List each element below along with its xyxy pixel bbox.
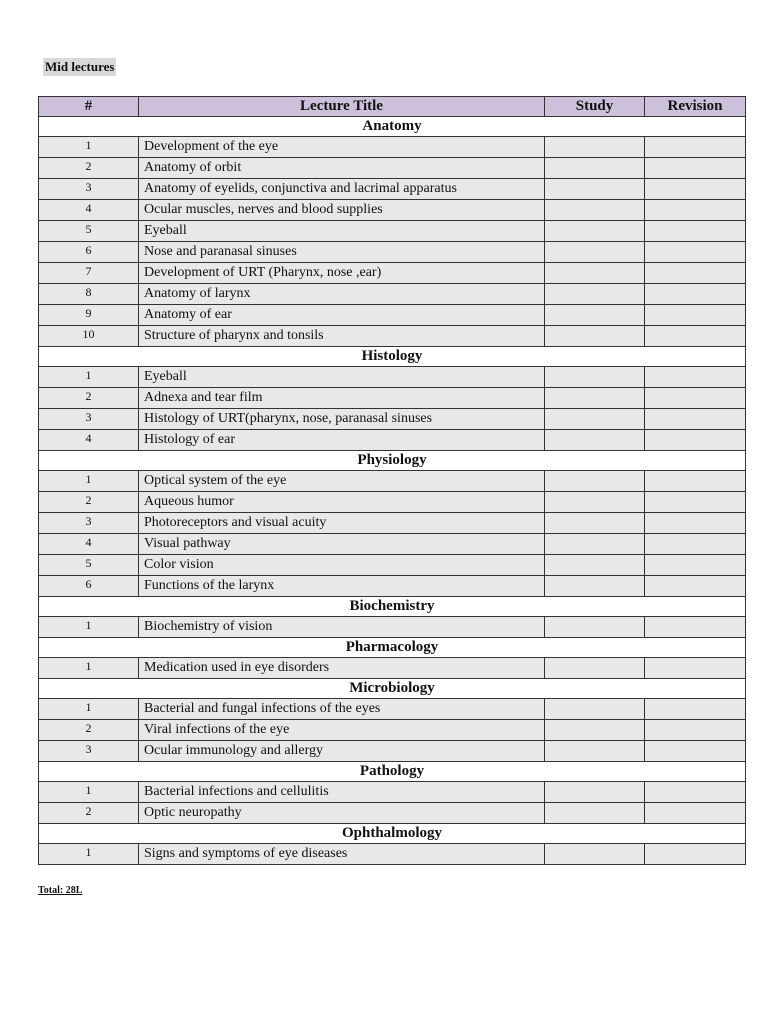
lecture-title: Viral infections of the eye: [139, 720, 545, 741]
lecture-title: Functions of the larynx: [139, 576, 545, 597]
study-cell[interactable]: [545, 200, 645, 221]
table-row: [39, 617, 746, 638]
revision-cell[interactable]: [645, 699, 746, 720]
section-title: Anatomy: [39, 117, 746, 137]
revision-cell[interactable]: [645, 471, 746, 492]
table-row: [39, 221, 746, 242]
lecture-number: 4: [39, 200, 139, 221]
lecture-title: Nose and paranasal sinuses: [139, 242, 545, 263]
table-row: [39, 576, 746, 597]
study-cell[interactable]: [545, 803, 645, 824]
study-cell[interactable]: [545, 576, 645, 597]
revision-cell[interactable]: [645, 263, 746, 284]
revision-cell[interactable]: [645, 782, 746, 803]
lecture-number: 3: [39, 179, 139, 200]
revision-cell[interactable]: [645, 720, 746, 741]
table-row: [39, 430, 746, 451]
revision-cell[interactable]: [645, 741, 746, 762]
study-cell[interactable]: [545, 263, 645, 284]
table-row: [39, 326, 746, 347]
section-row: [39, 762, 746, 782]
lecture-title: Anatomy of eyelids, conjunctiva and lacrimal apparatus: [139, 179, 545, 200]
lecture-title: Bacterial infections and cellulitis: [139, 782, 545, 803]
study-cell[interactable]: [545, 179, 645, 200]
table-row: [39, 555, 746, 576]
lecture-number: 2: [39, 720, 139, 741]
lecture-title: Histology of URT(pharynx, nose, paranasal sinuses: [139, 409, 545, 430]
lecture-number: 9: [39, 305, 139, 326]
lecture-title: Development of the eye: [139, 137, 545, 158]
lecture-number: 4: [39, 430, 139, 451]
table-row: [39, 137, 746, 158]
section-title: Histology: [39, 347, 746, 367]
section-title: Pathology: [39, 762, 746, 782]
revision-cell[interactable]: [645, 179, 746, 200]
section-row: [39, 679, 746, 699]
table-row: [39, 720, 746, 741]
lecture-number: 10: [39, 326, 139, 347]
revision-cell[interactable]: [645, 242, 746, 263]
lecture-title: Ocular muscles, nerves and blood supplies: [139, 200, 545, 221]
lecture-number: 1: [39, 782, 139, 803]
lecture-title: Development of URT (Pharynx, nose ,ear): [139, 263, 545, 284]
lecture-title: Bacterial and fungal infections of the eyes: [139, 699, 545, 720]
lecture-title: Eyeball: [139, 221, 545, 242]
study-cell[interactable]: [545, 720, 645, 741]
study-cell[interactable]: [545, 741, 645, 762]
revision-cell[interactable]: [645, 803, 746, 824]
lecture-number: 6: [39, 576, 139, 597]
lecture-title: Anatomy of ear: [139, 305, 545, 326]
study-cell[interactable]: [545, 430, 645, 451]
section-row: [39, 638, 746, 658]
revision-cell[interactable]: [645, 137, 746, 158]
lecture-number: 1: [39, 471, 139, 492]
lecture-number: 5: [39, 555, 139, 576]
column-header-number: #: [39, 97, 139, 117]
table-row: [39, 534, 746, 555]
lecture-number: 3: [39, 741, 139, 762]
lecture-title: Adnexa and tear film: [139, 388, 545, 409]
table-row: [39, 367, 746, 388]
study-cell[interactable]: [545, 284, 645, 305]
lecture-title: Medication used in eye disorders: [139, 658, 545, 679]
lecture-title: Photoreceptors and visual acuity: [139, 513, 545, 534]
study-cell[interactable]: [545, 492, 645, 513]
lecture-number: 1: [39, 137, 139, 158]
lecture-title: Anatomy of orbit: [139, 158, 545, 179]
table-row: [39, 179, 746, 200]
lecture-title: Aqueous humor: [139, 492, 545, 513]
revision-cell[interactable]: [645, 367, 746, 388]
lecture-number: 1: [39, 367, 139, 388]
table-row: [39, 803, 746, 824]
revision-cell[interactable]: [645, 534, 746, 555]
revision-cell[interactable]: [645, 200, 746, 221]
table-row: [39, 284, 746, 305]
section-title: Microbiology: [39, 679, 746, 699]
lecture-title: Biochemistry of vision: [139, 617, 545, 638]
table-row: [39, 305, 746, 326]
table-row: [39, 492, 746, 513]
study-cell[interactable]: [545, 305, 645, 326]
study-cell[interactable]: [545, 409, 645, 430]
lecture-number: 1: [39, 844, 139, 865]
study-cell[interactable]: [545, 699, 645, 720]
revision-cell[interactable]: [645, 430, 746, 451]
lecture-number: 4: [39, 534, 139, 555]
lecture-number: 8: [39, 284, 139, 305]
table-row: [39, 158, 746, 179]
study-cell[interactable]: [545, 158, 645, 179]
lecture-title: Anatomy of larynx: [139, 284, 545, 305]
lecture-number: 1: [39, 658, 139, 679]
revision-cell[interactable]: [645, 492, 746, 513]
section-title: Biochemistry: [39, 597, 746, 617]
table-row: [39, 513, 746, 534]
study-cell[interactable]: [545, 617, 645, 638]
lecture-number: 3: [39, 409, 139, 430]
lecture-title: Optical system of the eye: [139, 471, 545, 492]
study-cell[interactable]: [545, 513, 645, 534]
study-cell[interactable]: [545, 782, 645, 803]
table-row: [39, 409, 746, 430]
revision-cell[interactable]: [645, 513, 746, 534]
revision-cell[interactable]: [645, 326, 746, 347]
table-row: [39, 471, 746, 492]
revision-cell[interactable]: [645, 576, 746, 597]
table-row: [39, 782, 746, 803]
table-row: [39, 242, 746, 263]
study-cell[interactable]: [545, 534, 645, 555]
lecture-title: Signs and symptoms of eye diseases: [139, 844, 545, 865]
lecture-table: [38, 96, 746, 865]
lecture-title: Structure of pharynx and tonsils: [139, 326, 545, 347]
revision-cell[interactable]: [645, 388, 746, 409]
lecture-number: 7: [39, 263, 139, 284]
lecture-number: 2: [39, 388, 139, 409]
table-header-row: [39, 97, 746, 117]
study-cell[interactable]: [545, 221, 645, 242]
revision-cell[interactable]: [645, 617, 746, 638]
lecture-title: Optic neuropathy: [139, 803, 545, 824]
table-body: [39, 117, 746, 865]
lecture-number: 3: [39, 513, 139, 534]
lecture-title: Histology of ear: [139, 430, 545, 451]
revision-cell[interactable]: [645, 844, 746, 865]
lecture-number: 5: [39, 221, 139, 242]
table-row: [39, 388, 746, 409]
table-row: [39, 200, 746, 221]
section-row: [39, 597, 746, 617]
lecture-number: 2: [39, 492, 139, 513]
lecture-title: Ocular immunology and allergy: [139, 741, 545, 762]
revision-cell[interactable]: [645, 305, 746, 326]
table-row: [39, 699, 746, 720]
study-cell[interactable]: [545, 844, 645, 865]
column-header-study: Study: [545, 97, 645, 117]
column-header-lecture-title: Lecture Title: [139, 97, 545, 117]
lecture-title: Color vision: [139, 555, 545, 576]
lecture-number: 2: [39, 158, 139, 179]
study-cell[interactable]: [545, 388, 645, 409]
study-cell[interactable]: [545, 326, 645, 347]
section-title: Pharmacology: [39, 638, 746, 658]
lecture-number: 2: [39, 803, 139, 824]
revision-cell[interactable]: [645, 409, 746, 430]
page-heading: Mid lectures: [45, 59, 115, 74]
section-row: [39, 117, 746, 137]
lecture-number: 1: [39, 699, 139, 720]
section-title: Ophthalmology: [39, 824, 746, 844]
table-row: [39, 741, 746, 762]
study-cell[interactable]: [545, 137, 645, 158]
study-cell[interactable]: [545, 367, 645, 388]
section-row: [39, 451, 746, 471]
revision-cell[interactable]: [645, 658, 746, 679]
section-row: [39, 824, 746, 844]
study-cell[interactable]: [545, 555, 645, 576]
study-cell[interactable]: [545, 658, 645, 679]
lecture-number: 6: [39, 242, 139, 263]
revision-cell[interactable]: [645, 158, 746, 179]
lecture-title: Visual pathway: [139, 534, 545, 555]
study-cell[interactable]: [545, 242, 645, 263]
section-row: [39, 347, 746, 367]
section-title: Physiology: [39, 451, 746, 471]
total-lectures: Total: 28L: [38, 885, 83, 896]
table-row: [39, 658, 746, 679]
study-cell[interactable]: [545, 471, 645, 492]
lecture-number: 1: [39, 617, 139, 638]
lecture-title: Eyeball: [139, 367, 545, 388]
column-header-revision: Revision: [645, 97, 746, 117]
table-row: [39, 263, 746, 284]
revision-cell[interactable]: [645, 221, 746, 242]
revision-cell[interactable]: [645, 284, 746, 305]
revision-cell[interactable]: [645, 555, 746, 576]
table-row: [39, 844, 746, 865]
